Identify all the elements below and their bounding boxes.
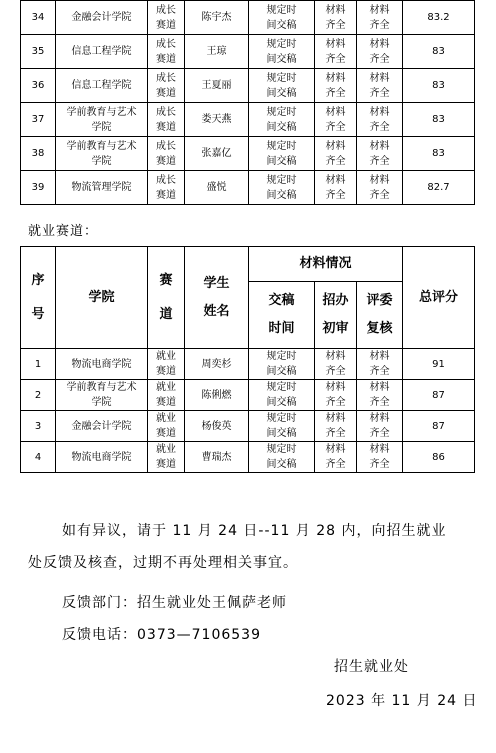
college-cell: 信息工程学院 [56, 35, 148, 69]
submit-time-cell: 规定时 间交稿 [249, 411, 315, 442]
signer: 招生就业处 [334, 659, 409, 675]
table-row [21, 137, 475, 171]
initial-review-cell: 材料 齐全 [315, 137, 357, 171]
college-cell: 学前教育与艺术 学院 [56, 103, 148, 137]
rank-cell: 4 [21, 442, 56, 473]
table-row [21, 171, 475, 205]
student-name-cell: 陈宇杰 [185, 1, 249, 35]
header-no: 序 号 [21, 247, 56, 349]
student-name-cell: 王夏丽 [185, 69, 249, 103]
notice-paragraph [28, 520, 468, 574]
submit-time-cell: 规定时 间交稿 [249, 349, 315, 380]
score-cell: 87 [403, 411, 475, 442]
header-initial-review: 招办 初审 [315, 282, 357, 349]
score-cell: 87 [403, 380, 475, 411]
submit-time-cell: 规定时 间交稿 [249, 137, 315, 171]
student-name-cell: 杨俊英 [185, 411, 249, 442]
submit-time-cell: 规定时 间交稿 [249, 69, 315, 103]
feedback-phone: 反馈电话：0373—7106539 [62, 627, 261, 643]
score-cell: 83.2 [403, 1, 475, 35]
jury-review-cell: 材料 齐全 [357, 1, 403, 35]
student-name-cell: 陈俐燃 [185, 380, 249, 411]
initial-review-cell: 材料 齐全 [315, 69, 357, 103]
rank-cell: 1 [21, 349, 56, 380]
header-submit-time: 交稿 时间 [249, 282, 315, 349]
jury-review-cell: 材料 齐全 [357, 137, 403, 171]
growth-track-table [20, 0, 475, 205]
initial-review-cell: 材料 齐全 [315, 1, 357, 35]
jury-review-cell: 材料 齐全 [357, 411, 403, 442]
rank-cell: 37 [21, 103, 56, 137]
track-cell: 成长 赛道 [148, 137, 185, 171]
student-name-cell: 娄天燕 [185, 103, 249, 137]
track-cell: 成长 赛道 [148, 35, 185, 69]
employment-track-label: 就业赛道： [28, 224, 99, 239]
score-cell: 83 [403, 69, 475, 103]
track-cell: 成长 赛道 [148, 69, 185, 103]
score-cell: 83 [403, 137, 475, 171]
score-cell: 91 [403, 349, 475, 380]
track-cell: 成长 赛道 [148, 171, 185, 205]
college-cell: 信息工程学院 [56, 69, 148, 103]
jury-review-cell: 材料 齐全 [357, 69, 403, 103]
table-row [21, 380, 475, 411]
submit-time-cell: 规定时 间交稿 [249, 171, 315, 205]
college-cell: 金融会计学院 [56, 1, 148, 35]
college-cell: 物流电商学院 [56, 442, 148, 473]
score-cell: 83 [403, 103, 475, 137]
initial-review-cell: 材料 齐全 [315, 349, 357, 380]
table-row [21, 69, 475, 103]
table-row [21, 1, 475, 35]
jury-review-cell: 材料 齐全 [357, 442, 403, 473]
initial-review-cell: 材料 齐全 [315, 171, 357, 205]
submit-time-cell: 规定时 间交稿 [249, 380, 315, 411]
rank-cell: 39 [21, 171, 56, 205]
table-row [21, 349, 475, 380]
track-cell: 就业 赛道 [148, 380, 185, 411]
jury-review-cell: 材料 齐全 [357, 171, 403, 205]
submit-time-cell: 规定时 间交稿 [249, 35, 315, 69]
submit-time-cell: 规定时 间交稿 [249, 1, 315, 35]
student-name-cell: 盛悦 [185, 171, 249, 205]
track-cell: 成长 赛道 [148, 103, 185, 137]
track-cell: 就业 赛道 [148, 349, 185, 380]
notice-line-1: 如有异议，请于 11 月 24 日--11 月 28 内，向招生就业 [62, 523, 447, 539]
employment-track-table [20, 246, 475, 473]
rank-cell: 34 [21, 1, 56, 35]
header-track: 赛 道 [148, 247, 185, 349]
track-cell: 就业 赛道 [148, 442, 185, 473]
notice-date: 2023 年 11 月 24 日 [326, 693, 478, 709]
rank-cell: 38 [21, 137, 56, 171]
rank-cell: 36 [21, 69, 56, 103]
score-cell: 86 [403, 442, 475, 473]
jury-review-cell: 材料 齐全 [357, 35, 403, 69]
initial-review-cell: 材料 齐全 [315, 35, 357, 69]
track-cell: 成长 赛道 [148, 1, 185, 35]
college-cell: 物流电商学院 [56, 349, 148, 380]
student-name-cell: 周奕杉 [185, 349, 249, 380]
initial-review-cell: 材料 齐全 [315, 103, 357, 137]
header-name: 学生 姓名 [185, 247, 249, 349]
college-cell: 学前教育与艺术 学院 [56, 380, 148, 411]
college-cell: 学前教育与艺术 学院 [56, 137, 148, 171]
header-score: 总评分 [403, 247, 475, 349]
submit-time-cell: 规定时 间交稿 [249, 442, 315, 473]
track-cell: 就业 赛道 [148, 411, 185, 442]
jury-review-cell: 材料 齐全 [357, 103, 403, 137]
submit-time-cell: 规定时 间交稿 [249, 103, 315, 137]
feedback-department: 反馈部门：招生就业处王佩萨老师 [62, 595, 287, 611]
score-cell: 82.7 [403, 171, 475, 205]
header-college: 学院 [56, 247, 148, 349]
student-name-cell: 王琼 [185, 35, 249, 69]
student-name-cell: 曹瑞杰 [185, 442, 249, 473]
college-cell: 物流管理学院 [56, 171, 148, 205]
initial-review-cell: 材料 齐全 [315, 442, 357, 473]
college-cell: 金融会计学院 [56, 411, 148, 442]
table-row [21, 35, 475, 69]
notice-line-2: 处反馈及核查，过期不再处理相关事宜。 [28, 555, 298, 571]
header-materials: 材料情况 [249, 247, 403, 282]
table-row [21, 442, 475, 473]
initial-review-cell: 材料 齐全 [315, 380, 357, 411]
table-row [21, 411, 475, 442]
score-cell: 83 [403, 35, 475, 69]
rank-cell: 2 [21, 380, 56, 411]
header-jury-review: 评委 复核 [357, 282, 403, 349]
rank-cell: 3 [21, 411, 56, 442]
initial-review-cell: 材料 齐全 [315, 411, 357, 442]
table-row [21, 103, 475, 137]
jury-review-cell: 材料 齐全 [357, 380, 403, 411]
student-name-cell: 张嘉亿 [185, 137, 249, 171]
rank-cell: 35 [21, 35, 56, 69]
jury-review-cell: 材料 齐全 [357, 349, 403, 380]
